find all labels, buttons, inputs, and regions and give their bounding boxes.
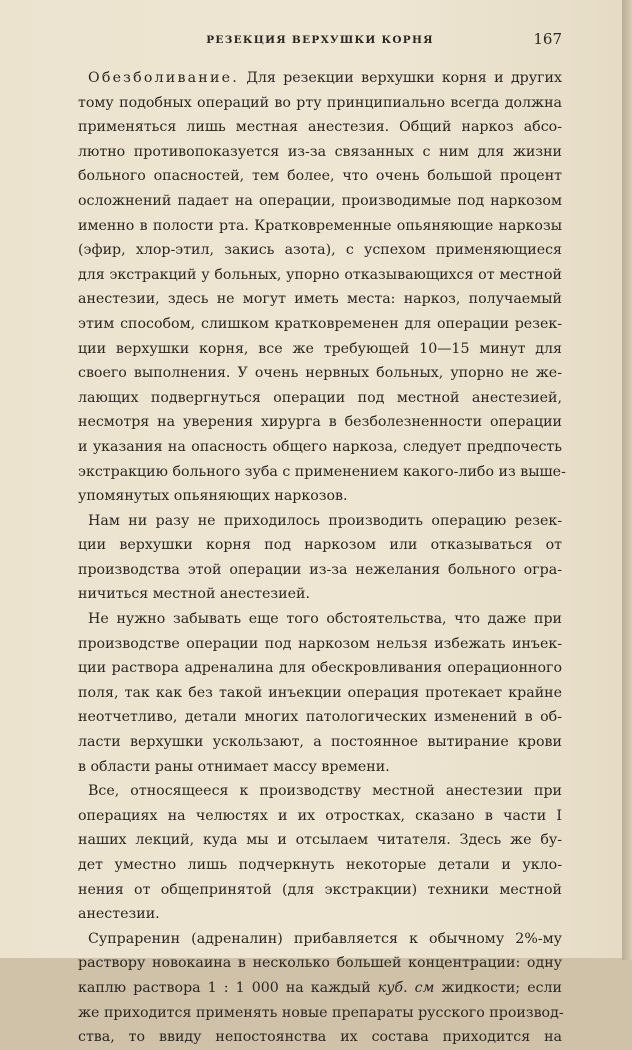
text-line: тому подобных операций во рту принципиально всегда должна (78, 94, 562, 111)
paragraph (78, 66, 566, 509)
text-line: ции верхушки корня под наркозом или отказываться от (78, 537, 562, 554)
text-line: в области раны отнимает массу времени. (78, 758, 390, 775)
text-line: же приходится применять новые препараты русского производ- (78, 1004, 564, 1021)
text-line: (эфир, хлор-этил, закись азота), с успехом применяющиеся (78, 242, 562, 259)
text-line: раствору новокаина в несколько большей концентрации: одну (78, 955, 562, 972)
text-line: поля, так как без такой инъекции операция протекает крайне (78, 684, 562, 701)
body-text (78, 66, 566, 1050)
text-line: ства, то ввиду непостоянства их состава приходится на (78, 1029, 562, 1046)
text-line: производстве операции под наркозом нельзя избежать инъек- (78, 635, 562, 652)
paragraph (78, 509, 562, 607)
text-line: применяться лишь местная анестезия. Общий наркоз абсо- (78, 119, 562, 136)
text-line: больного опасностей, тем более, что очень большой процент (78, 168, 562, 185)
text-line: каплю раствора 1 : 1 000 на каждый куб. см жидкости; если (78, 979, 563, 996)
text-line: осложнений падает на операции, производимые под наркозом (78, 192, 562, 209)
paragraph (78, 927, 562, 1050)
text-line: лающих подвергнуться операции под местной анестезией, (78, 389, 562, 406)
text-line: именно в полости рта. Кратковременные опьяняющие наркозы (78, 217, 562, 234)
text-line: Нам ни разу не приходилось производить операцию резек- (88, 512, 562, 529)
text-line: ции раствора адреналина для обескровливания операционного (78, 660, 562, 677)
unit-italic: куб. см (377, 979, 435, 996)
page-edge-shadow (622, 0, 632, 960)
text-line: производства этой операции из-за нежелания больного огра- (78, 561, 562, 578)
text-line: анестезии, здесь не могут иметь места: наркоз, получаемый (78, 291, 562, 308)
paragraph (78, 779, 562, 927)
text-line: ничиться местной анестезией. (78, 586, 310, 603)
text-line: упомянутых опьяняющих наркозов. (78, 488, 348, 505)
text-line: операциях на челюстях и их отростках, сказано в части I (78, 807, 562, 824)
text-line: ласти верхушки ускользают, а постоянное вытирание крови (78, 734, 562, 751)
text-line: для экстракций у больных, упорно отказывающихся от местной (78, 266, 562, 283)
text-line: анестезии. (78, 906, 160, 923)
page-header (78, 30, 562, 52)
section-heading-word: Обезболивание. (88, 70, 239, 86)
text-line: Обезболивание. Для резекции верхушки корня и других (88, 70, 562, 86)
text-line: наших лекций, куда мы и отсылаем читателя. Здесь же бу- (78, 832, 562, 849)
paragraph (78, 607, 562, 779)
text-line: дет уместно лишь подчеркнуть некоторые детали и укло- (78, 857, 562, 873)
text-line: и указания на опасность общего наркоза, следует предпочесть (78, 438, 562, 455)
text-line: ции верхушки корня, все же требующей 10—15 минут для (78, 340, 562, 357)
text-line: этим способом, слишком кратковременен для операции резек- (78, 315, 562, 332)
page-number: 167 (533, 30, 562, 48)
text-line: нения от общепринятой (для экстракции) техники местной (78, 881, 562, 898)
text-line: экстракцию больного зуба с применением какого-либо из выше- (78, 463, 566, 480)
text-line: неотчетливо, детали многих патологических изменений в об- (78, 709, 562, 726)
text-line: Все, относящееся к производству местной анестезии при (88, 783, 562, 800)
text-line: несмотря на уверения хирурга в безболезненности операции (78, 414, 562, 431)
text-line: лютно противопоказуется из-за связанных с ним для жизни (78, 143, 562, 160)
text-line: Супраренин (адреналин) прибавляется к обычному 2%-му (88, 930, 562, 947)
text-line: своего выполнения. У очень нервных больных, упорно не же- (78, 365, 562, 382)
text-line: Не нужно забывать еще того обстоятельства, что даже при (88, 611, 562, 628)
running-title: РЕЗЕКЦИЯ ВЕРХУШКИ КОРНЯ (206, 34, 434, 46)
